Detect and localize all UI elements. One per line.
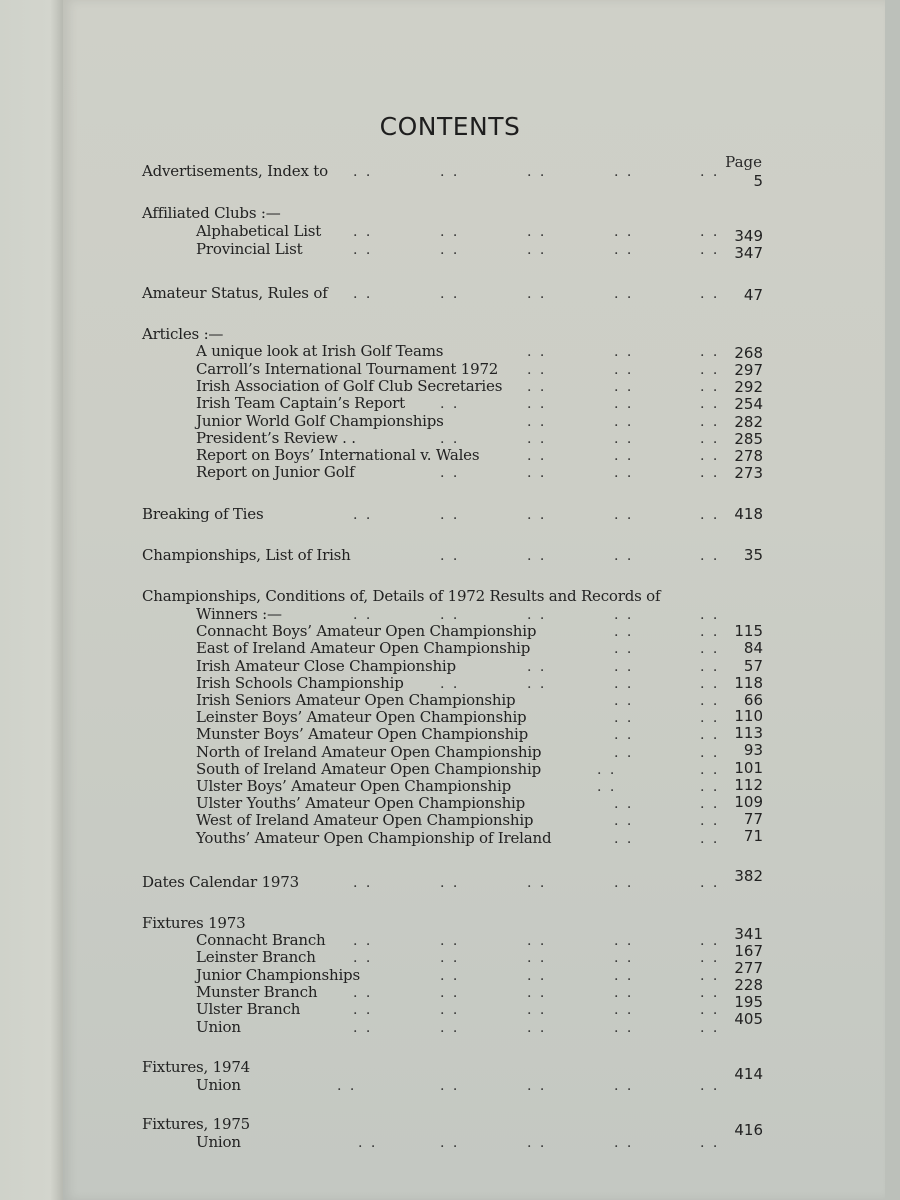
toc-entry: Union . . . . . . . . . . bbox=[196, 1076, 720, 1094]
toc-page-number-cell bbox=[0, 993, 900, 1011]
toc-entry: Irish Amateur Close Championship . . . . . . bbox=[196, 657, 720, 675]
toc-entry-label: Junior Championships bbox=[196, 966, 360, 984]
toc-entry: Leinster Boys’ Amateur Open Championship . . . . bbox=[196, 708, 720, 726]
toc-entry: Irish Association of Golf Club Secretaries . . . . . . bbox=[196, 377, 720, 395]
toc-entry: Youths’ Amateur Open Championship of Ireland . . . . bbox=[196, 829, 720, 847]
toc-entry: Ulster Boys’ Amateur Open Championship . . . . bbox=[196, 777, 720, 795]
toc-entry: Breaking of Ties . . . . . . . . . . bbox=[142, 505, 720, 523]
toc-page-number-cell bbox=[0, 1121, 900, 1139]
toc-entry-label: Leinster Boys’ Amateur Open Championship bbox=[196, 708, 527, 726]
toc-entry-label: Carroll’s International Tournament 1972 bbox=[196, 360, 499, 378]
toc-page-number: 268 bbox=[734, 344, 763, 362]
toc-section-heading: Winners :— . . . . . . . . . . bbox=[196, 605, 720, 623]
toc-page-number-cell bbox=[0, 707, 900, 725]
toc-entry-label: North of Ireland Amateur Open Championship bbox=[196, 743, 542, 761]
toc-page-number-cell bbox=[0, 1065, 900, 1083]
toc-entry-label: Report on Junior Golf bbox=[196, 463, 355, 481]
toc-page-number-cell bbox=[0, 959, 900, 977]
toc-page-number: 228 bbox=[734, 976, 763, 994]
toc-entry: Irish Schools Championship . . . . . . . . bbox=[196, 674, 720, 692]
toc-page-number: 113 bbox=[734, 724, 763, 742]
toc-page-number: 101 bbox=[734, 759, 763, 777]
toc-entry-label: West of Ireland Amateur Open Championship bbox=[196, 811, 534, 829]
toc-entry-label: Fixtures, 1974 bbox=[142, 1058, 251, 1076]
toc-page-number: 93 bbox=[743, 741, 763, 759]
toc-page-number-cell bbox=[0, 639, 900, 657]
toc-page-number-cell bbox=[0, 395, 900, 413]
toc-entry: Connacht Branch . . . . . . . . . . bbox=[196, 931, 720, 949]
toc-entry-label: President’s Review . . bbox=[196, 429, 356, 447]
toc-page-number: 84 bbox=[743, 639, 763, 657]
toc-entry-label: Union bbox=[196, 1018, 241, 1036]
toc-page-number: 297 bbox=[734, 361, 763, 379]
toc-page-number: 195 bbox=[734, 993, 763, 1011]
toc-entry-label: Affiliated Clubs :— bbox=[142, 204, 281, 222]
toc-page-number-cell bbox=[0, 976, 900, 994]
toc-entry: Ulster Branch . . . . . . . . . . bbox=[196, 1000, 720, 1018]
toc-entry-label: Dates Calendar 1973 bbox=[142, 873, 299, 891]
toc-page-number: 292 bbox=[734, 378, 763, 396]
toc-page-number: 349 bbox=[734, 227, 763, 245]
toc-page-number-cell bbox=[0, 741, 900, 759]
toc-page-number: 382 bbox=[734, 867, 763, 885]
toc-entry: Report on Boys’ International v. Wales . . . . . . bbox=[196, 446, 720, 464]
toc-page-number: 347 bbox=[734, 244, 763, 262]
toc-entry-label: Amateur Status, Rules of bbox=[142, 284, 328, 302]
toc-entry: Union . . . . . . . . . . bbox=[196, 1018, 720, 1036]
toc-entry: East of Ireland Amateur Open Championship . . . . bbox=[196, 639, 720, 657]
toc-entry-label: Connacht Branch bbox=[196, 931, 326, 949]
toc-page-number-cell bbox=[0, 925, 900, 943]
toc-page-number-cell bbox=[0, 724, 900, 742]
toc-page-number-cell bbox=[0, 657, 900, 675]
toc-page-number: 57 bbox=[743, 657, 763, 675]
toc-entry-label: Ulster Boys’ Amateur Open Championship bbox=[196, 777, 512, 795]
toc-entry-label: Union bbox=[196, 1076, 241, 1094]
toc-entry-label: Irish Association of Golf Club Secretaries bbox=[196, 377, 503, 395]
toc-entry-label: Championships, List of Irish bbox=[142, 546, 351, 564]
toc-page-number: 71 bbox=[743, 827, 763, 845]
toc-page-number: 416 bbox=[734, 1121, 763, 1139]
toc-page-number: 5 bbox=[753, 172, 763, 190]
toc-entry: Amateur Status, Rules of . . . . . . . . . . bbox=[142, 284, 720, 302]
toc-entry: Irish Team Captain’s Report . . . . . . . . bbox=[196, 394, 720, 412]
toc-entry: Report on Junior Golf . . . . . . . . bbox=[196, 463, 720, 481]
toc-page-number-cell bbox=[0, 867, 900, 885]
toc-entry: Ulster Youths’ Amateur Open Championship . . . . bbox=[196, 794, 720, 812]
toc-page-number: 109 bbox=[734, 793, 763, 811]
toc-page-number: 405 bbox=[734, 1010, 763, 1028]
toc-entry: Irish Seniors Amateur Open Championship . . . . bbox=[196, 691, 720, 709]
toc-page-number: 278 bbox=[734, 447, 763, 465]
toc-page-number-cell bbox=[0, 674, 900, 692]
toc-entry-label: Report on Boys’ International v. Wales bbox=[196, 446, 480, 464]
toc-page-number: 418 bbox=[734, 505, 763, 523]
toc-page-number: 47 bbox=[743, 286, 763, 304]
toc-entry: Junior Championships . . . . . . . . bbox=[196, 966, 720, 984]
toc-entry-label: Munster Boys’ Amateur Open Championship bbox=[196, 725, 529, 743]
toc-page-number-cell bbox=[0, 244, 900, 262]
toc-page-number-cell bbox=[0, 793, 900, 811]
toc-entry-label: Union bbox=[196, 1133, 241, 1151]
toc-entry-label: Alphabetical List bbox=[196, 222, 322, 240]
toc-section-heading bbox=[0, 587, 900, 605]
toc-page-number: 66 bbox=[743, 691, 763, 709]
page-column-label: Page bbox=[725, 153, 762, 171]
toc-entry-label: Munster Branch bbox=[196, 983, 318, 1001]
toc-entry-label: Irish Seniors Amateur Open Championship bbox=[196, 691, 516, 709]
toc-entry: Munster Branch . . . . . . . . . . bbox=[196, 983, 720, 1001]
toc-entry: Munster Boys’ Amateur Open Championship . . . . bbox=[196, 725, 720, 743]
toc-entry: Championships, List of Irish . . . . . . . . bbox=[142, 546, 720, 564]
toc-entry: Leinster Branch . . . . . . . . . . bbox=[196, 948, 720, 966]
toc-entry-label: Winners :— bbox=[196, 605, 282, 623]
toc-page-number: 341 bbox=[734, 925, 763, 943]
toc-entry: South of Ireland Amateur Open Championship . . . . bbox=[196, 760, 720, 778]
toc-page-number-cell bbox=[0, 546, 900, 564]
toc-entry: Advertisements, Index to . . . . . . . . . . bbox=[142, 162, 720, 180]
toc-page-number-cell bbox=[0, 505, 900, 523]
toc-entry: Carroll’s International Tournament 1972 . . . . . . bbox=[196, 360, 720, 378]
toc-entry-label: Connacht Boys’ Amateur Open Championship bbox=[196, 622, 537, 640]
toc-entry-label: South of Ireland Amateur Open Championship bbox=[196, 760, 541, 778]
toc-entry: Connacht Boys’ Amateur Open Championship . . . . bbox=[196, 622, 720, 640]
toc-page-number: 282 bbox=[734, 413, 763, 431]
toc-page-number-cell bbox=[0, 464, 900, 482]
toc-page-number-cell bbox=[0, 1010, 900, 1028]
toc-entry-label: Irish Team Captain’s Report bbox=[196, 394, 405, 412]
toc-page-number-cell bbox=[0, 286, 900, 304]
toc-entry: Dates Calendar 1973 . . . . . . . . . . bbox=[142, 873, 720, 891]
toc-entry-label: Irish Schools Championship bbox=[196, 674, 404, 692]
toc-entry-label: Leinster Branch bbox=[196, 948, 316, 966]
toc-entry-label: A unique look at Irish Golf Teams bbox=[196, 342, 444, 360]
toc-page-number: 277 bbox=[734, 959, 763, 977]
toc-page-number: 285 bbox=[734, 430, 763, 448]
toc-entry: North of Ireland Amateur Open Championship . . . . bbox=[196, 743, 720, 761]
toc-page-number-cell bbox=[0, 810, 900, 828]
toc-entry: Alphabetical List . . . . . . . . . . bbox=[196, 222, 720, 240]
toc-entry-label: Irish Amateur Close Championship bbox=[196, 657, 456, 675]
toc-page-number: 118 bbox=[734, 674, 763, 692]
toc-section-heading bbox=[0, 204, 900, 222]
toc-entry-label: Championships, Conditions of, Details of 1972 Results and Records of bbox=[142, 587, 661, 605]
toc-entry: Union . . . . . . . . . . bbox=[196, 1133, 720, 1151]
toc-page-number: 115 bbox=[734, 622, 763, 640]
toc-entry-label: Articles :— bbox=[142, 325, 224, 343]
toc-entry: Provincial List . . . . . . . . . . bbox=[196, 240, 720, 258]
toc-section-heading bbox=[0, 325, 900, 343]
toc-entry-label: Breaking of Ties bbox=[142, 505, 264, 523]
toc-page-number: 273 bbox=[734, 464, 763, 482]
toc-page-number-cell bbox=[0, 827, 900, 845]
toc-entry: West of Ireland Amateur Open Championship . . . . bbox=[196, 811, 720, 829]
toc-page-number-cell bbox=[0, 172, 900, 190]
toc-entry-label: Youths’ Amateur Open Championship of Ireland bbox=[196, 829, 552, 847]
toc-entry-label: Provincial List bbox=[196, 240, 303, 258]
toc-entry-label: Fixtures 1973 bbox=[142, 914, 246, 932]
toc-entry-label: East of Ireland Amateur Open Championship bbox=[196, 639, 531, 657]
toc-entry: Junior World Golf Championships . . . . . . bbox=[196, 412, 720, 430]
toc-entry-label: Advertisements, Index to bbox=[142, 162, 328, 180]
toc-entry-label: Junior World Golf Championships bbox=[196, 412, 444, 430]
toc-entry: A unique look at Irish Golf Teams . . . . . . bbox=[196, 342, 720, 360]
toc-entry-label: Fixtures, 1975 bbox=[142, 1115, 251, 1133]
toc-entry: President’s Review . . . . . . . . . . bbox=[196, 429, 720, 447]
toc-page-number-cell bbox=[0, 776, 900, 794]
toc-page-number-cell bbox=[0, 759, 900, 777]
toc-page-number: 167 bbox=[734, 942, 763, 960]
toc-page-number: 35 bbox=[743, 546, 763, 564]
toc-page-number: 77 bbox=[743, 810, 763, 828]
toc-page-number-cell bbox=[0, 622, 900, 640]
toc-page-number: 112 bbox=[734, 776, 763, 794]
toc-entry-label: Ulster Branch bbox=[196, 1000, 301, 1018]
toc-page-number: 254 bbox=[734, 395, 763, 413]
toc-page-number-cell bbox=[0, 942, 900, 960]
toc-page-number: 110 bbox=[734, 707, 763, 725]
page-title: CONTENTS bbox=[379, 112, 521, 141]
toc-entry-label: Ulster Youths’ Amateur Open Championship bbox=[196, 794, 526, 812]
toc-page-number: 414 bbox=[734, 1065, 763, 1083]
